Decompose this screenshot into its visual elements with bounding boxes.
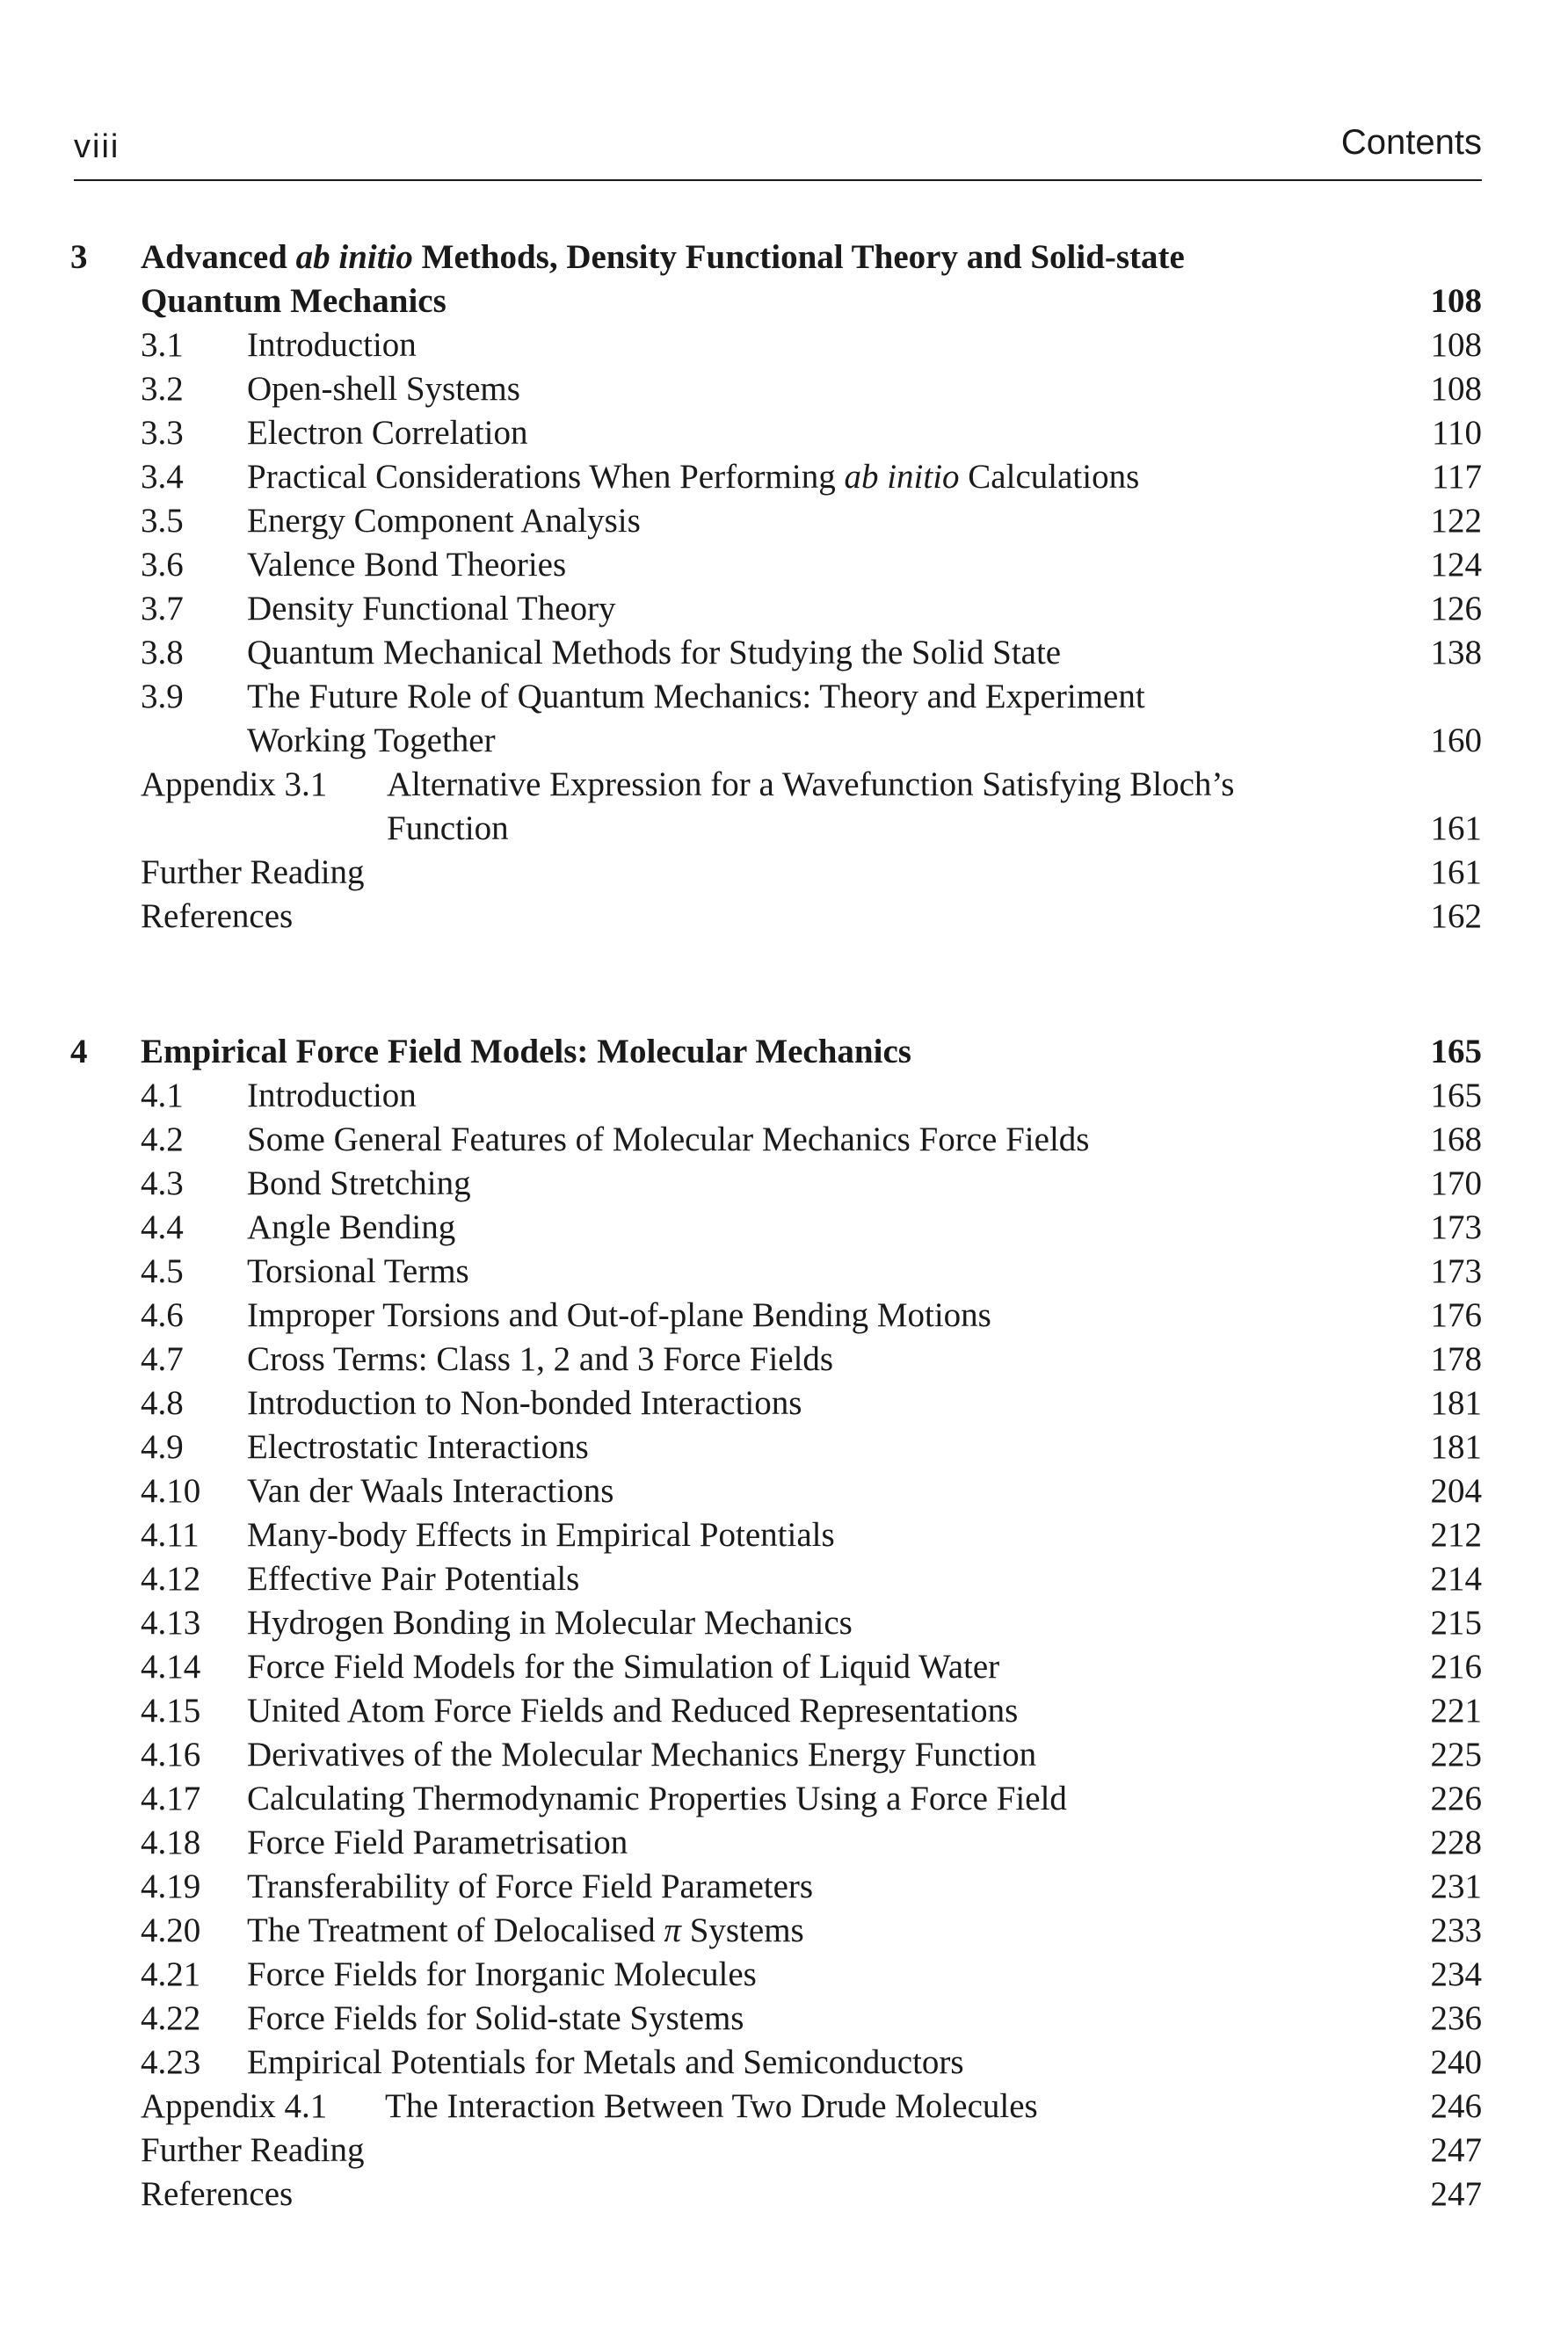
section-page: 215 (1430, 1604, 1482, 1642)
section-page: 233 (1430, 1911, 1482, 1949)
section-title-cont: Working Together (247, 722, 496, 759)
section-page: 138 (1430, 634, 1482, 671)
chapter-title: Advanced ab initio Methods, Density Functional Theory and Solid-state (141, 238, 1185, 276)
section-title: Bond Stretching (247, 1164, 471, 1202)
toc-entry[interactable] (0, 1645, 1568, 1689)
references-entry[interactable] (0, 2173, 1568, 2216)
section-page: 178 (1430, 1340, 1482, 1378)
references-page: 247 (1430, 2175, 1482, 2213)
section-title: Calculating Thermodynamic Properties Using a Force Field (247, 1780, 1067, 1817)
section-number: 4.7 (141, 1340, 184, 1378)
section-title: Many-body Effects in Empirical Potentials (247, 1516, 835, 1554)
section-number: 4.15 (141, 1692, 201, 1730)
section-page: 212 (1430, 1516, 1482, 1554)
chapter-number: 4 (70, 1033, 88, 1070)
section-page: 216 (1430, 1648, 1482, 1686)
chapter-heading[interactable] (0, 1030, 1568, 1074)
section-number: 4.22 (141, 1999, 201, 2037)
toc-entry[interactable] (0, 1997, 1568, 2041)
section-page: 240 (1430, 2043, 1482, 2081)
toc-entry[interactable] (0, 1294, 1568, 1338)
toc-entry[interactable] (0, 323, 1568, 367)
section-title: Some General Features of Molecular Mechanics Force Fields (247, 1121, 1090, 1158)
section-number: 3.6 (141, 546, 184, 584)
section-number: 4.13 (141, 1604, 201, 1642)
toc-entry[interactable] (0, 455, 1568, 499)
section-number: 3.8 (141, 634, 184, 671)
section-title: United Atom Force Fields and Reduced Representations (247, 1692, 1019, 1730)
section-page: 108 (1430, 370, 1482, 408)
section-number: 4.11 (141, 1516, 200, 1554)
page-header (74, 123, 1482, 181)
section-number: 4.8 (141, 1384, 184, 1422)
section-page: 126 (1430, 590, 1482, 627)
section-title: Quantum Mechanical Methods for Studying the Solid State (247, 634, 1062, 671)
toc-entry[interactable] (0, 1513, 1568, 1557)
section-page: 170 (1430, 1164, 1482, 1202)
section-page: 165 (1430, 1077, 1482, 1114)
section-number: 4.17 (141, 1780, 201, 1817)
section-title: Improper Torsions and Out-of-plane Bending Motions (247, 1296, 991, 1334)
further-reading-page: 247 (1430, 2131, 1482, 2169)
section-page: 204 (1430, 1472, 1482, 1510)
chapter-page: 165 (1430, 1033, 1482, 1070)
running-title: Contents (1340, 123, 1482, 162)
toc-entry[interactable] (0, 1909, 1568, 1953)
toc-entry[interactable] (0, 1557, 1568, 1601)
section-title: Introduction (247, 326, 417, 364)
section-title: Cross Terms: Class 1, 2 and 3 Force Fields (247, 1340, 834, 1378)
references-page: 162 (1430, 897, 1482, 935)
toc-entry[interactable] (0, 411, 1568, 455)
section-title: Transferability of Force Field Parameters (247, 1868, 814, 1905)
section-title: Open-shell Systems (247, 370, 520, 408)
toc-entry[interactable] (0, 1162, 1568, 1206)
section-page: 236 (1430, 1999, 1482, 2037)
appendix-title-cont: Function (387, 809, 509, 847)
appendix-page: 161 (1430, 809, 1482, 847)
section-number: 3.2 (141, 370, 184, 408)
chapter-heading[interactable] (0, 236, 1568, 279)
section-page: 234 (1430, 1955, 1482, 1993)
section-title: The Treatment of Delocalised π Systems (247, 1911, 804, 1949)
section-page: 124 (1430, 546, 1482, 584)
section-number: 4.5 (141, 1252, 184, 1290)
section-page: 176 (1430, 1296, 1482, 1334)
section-number: 4.19 (141, 1868, 201, 1905)
section-title: The Future Role of Quantum Mechanics: Theory and Experiment (247, 678, 1145, 715)
section-title: Energy Component Analysis (247, 502, 641, 540)
appendix-entry[interactable] (0, 2085, 1568, 2129)
section-number: 4.16 (141, 1736, 201, 1774)
toc-entry[interactable] (0, 1777, 1568, 1821)
section-number: 4.12 (141, 1560, 201, 1598)
toc-entry[interactable] (0, 1733, 1568, 1777)
section-title: Force Fields for Inorganic Molecules (247, 1955, 757, 1993)
section-title: Practical Considerations When Performing ab initio Calculations (247, 458, 1140, 496)
toc-entry[interactable] (0, 1250, 1568, 1294)
section-page: 221 (1430, 1692, 1482, 1730)
appendix-entry[interactable] (0, 763, 1568, 807)
chapter-4 (0, 1030, 1568, 2216)
section-page: 108 (1430, 326, 1482, 364)
further-reading-entry[interactable] (0, 2129, 1568, 2173)
section-title: Empirical Potentials for Metals and Semiconductors (247, 2043, 964, 2081)
toc-entry[interactable] (0, 1601, 1568, 1645)
appendix-label: Appendix 3.1 (141, 765, 328, 803)
section-title: Torsional Terms (247, 1252, 469, 1290)
section-number: 4.1 (141, 1077, 184, 1114)
section-title: Derivatives of the Molecular Mechanics Energy Function (247, 1736, 1037, 1774)
section-page: 160 (1430, 722, 1482, 759)
further-reading-page: 161 (1430, 853, 1482, 891)
toc-entry[interactable] (0, 1118, 1568, 1162)
section-page: 214 (1430, 1560, 1482, 1598)
section-title: Van der Waals Interactions (247, 1472, 614, 1510)
toc-entry[interactable] (0, 1865, 1568, 1909)
chapter-heading-cont[interactable] (0, 279, 1568, 323)
toc-entry[interactable] (0, 1382, 1568, 1425)
appendix-title: The Interaction Between Two Drude Molecules (385, 2087, 1038, 2125)
toc-entry[interactable] (0, 631, 1568, 675)
section-number: 4.4 (141, 1208, 184, 1246)
section-page: 173 (1430, 1252, 1482, 1290)
toc-entry[interactable] (0, 675, 1568, 719)
section-number: 3.5 (141, 502, 184, 540)
section-number: 4.2 (141, 1121, 184, 1158)
section-number: 4.10 (141, 1472, 201, 1510)
section-page: 181 (1430, 1428, 1482, 1466)
section-page: 110 (1431, 414, 1482, 452)
chapter-number: 3 (70, 238, 88, 276)
section-number: 4.23 (141, 2043, 201, 2081)
section-title: Force Fields for Solid-state Systems (247, 1999, 744, 2037)
chapter-title: Empirical Force Field Models: Molecular Mechanics (141, 1033, 911, 1070)
toc-entry[interactable] (0, 1689, 1568, 1733)
section-page: 226 (1430, 1780, 1482, 1817)
references-label: References (141, 2175, 294, 2213)
section-page: 181 (1430, 1384, 1482, 1422)
section-title: Force Field Models for the Simulation of Liquid Water (247, 1648, 1000, 1686)
section-number: 4.6 (141, 1296, 184, 1334)
section-title: Electrostatic Interactions (247, 1428, 589, 1466)
section-number: 3.1 (141, 326, 184, 364)
section-title: Angle Bending (247, 1208, 456, 1246)
toc-entry[interactable] (0, 1074, 1568, 1118)
section-page: 122 (1430, 502, 1482, 540)
section-title: Electron Correlation (247, 414, 528, 452)
section-title: Force Field Parametrisation (247, 1824, 628, 1861)
section-page: 228 (1430, 1824, 1482, 1861)
section-page: 231 (1430, 1868, 1482, 1905)
page-numeral: viii (74, 128, 120, 165)
chapter-title-cont: Quantum Mechanics (141, 282, 446, 320)
section-title: Effective Pair Potentials (247, 1560, 580, 1598)
section-page: 173 (1430, 1208, 1482, 1246)
appendix-title: Alternative Expression for a Wavefunction Satisfying Bloch’s (387, 765, 1235, 803)
toc-entry[interactable] (0, 1425, 1568, 1469)
toc-entry[interactable] (0, 1206, 1568, 1250)
toc-entry[interactable] (0, 1953, 1568, 1997)
section-title: Introduction (247, 1077, 417, 1114)
section-title: Density Functional Theory (247, 590, 616, 627)
chapter-page: 108 (1430, 282, 1482, 320)
section-page: 225 (1430, 1736, 1482, 1774)
section-number: 4.3 (141, 1164, 184, 1202)
appendix-entry-cont[interactable] (0, 807, 1568, 851)
toc-entry[interactable] (0, 543, 1568, 587)
references-label: References (141, 897, 294, 935)
further-reading-label: Further Reading (141, 2131, 365, 2169)
section-number: 3.9 (141, 678, 184, 715)
references-entry[interactable] (0, 895, 1568, 939)
section-number: 4.20 (141, 1911, 201, 1949)
section-number: 4.9 (141, 1428, 184, 1466)
section-number: 4.14 (141, 1648, 201, 1686)
section-title: Introduction to Non-bonded Interactions (247, 1384, 802, 1422)
section-number: 3.3 (141, 414, 184, 452)
toc-entry-cont[interactable] (0, 719, 1568, 763)
toc-entry[interactable] (0, 499, 1568, 543)
toc-entry[interactable] (0, 2041, 1568, 2085)
toc-entry[interactable] (0, 1821, 1568, 1865)
section-title: Valence Bond Theories (247, 546, 567, 584)
toc-entry[interactable] (0, 1469, 1568, 1513)
section-page: 117 (1431, 458, 1482, 496)
section-number: 4.21 (141, 1955, 201, 1993)
further-reading-entry[interactable] (0, 851, 1568, 895)
appendix-label: Appendix 4.1 (141, 2087, 328, 2125)
section-number: 3.4 (141, 458, 184, 496)
appendix-page: 246 (1430, 2087, 1482, 2125)
section-number: 3.7 (141, 590, 184, 627)
toc-entry[interactable] (0, 1338, 1568, 1382)
toc-entry[interactable] (0, 587, 1568, 631)
section-number: 4.18 (141, 1824, 201, 1861)
toc-entry[interactable] (0, 367, 1568, 411)
chapter-3 (0, 236, 1568, 939)
further-reading-label: Further Reading (141, 853, 365, 891)
section-page: 168 (1430, 1121, 1482, 1158)
section-title: Hydrogen Bonding in Molecular Mechanics (247, 1604, 853, 1642)
